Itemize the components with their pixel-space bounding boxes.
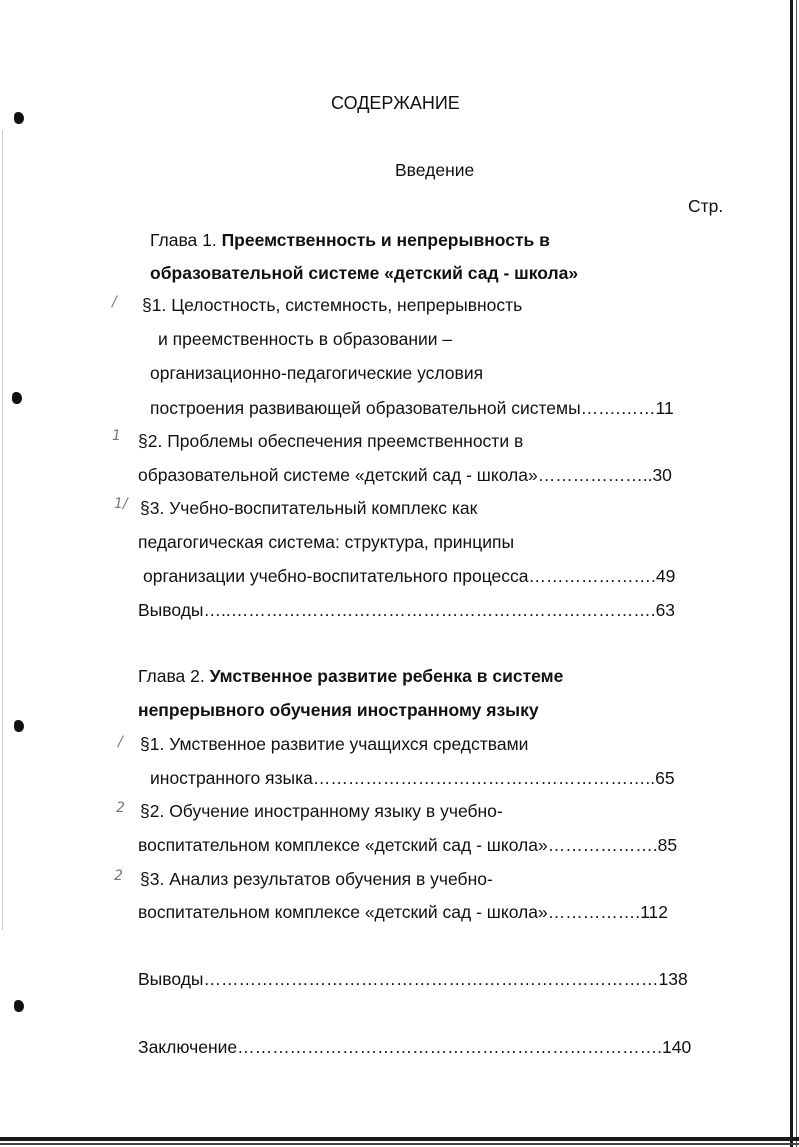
toc-entry-2-1-end: иностранного языка…………………………………………………..65 [150, 768, 675, 788]
toc-entry-2-1: §1. Умственное развитие учащихся средствами [140, 734, 529, 754]
toc-entry-1-1: §1. Целостность, системность, непрерывность [142, 295, 523, 315]
chapter-1-title-line-1: Преемственность и непрерывность в [221, 230, 550, 250]
toc-entry-1-3: §3. Учебно-воспитательный комплекс как [140, 498, 478, 518]
binding-hole [14, 720, 24, 732]
toc-entry-1-1-end: построения развивающей образовательной системы…….……11 [150, 398, 674, 418]
scan-border-left [2, 130, 3, 930]
binding-hole [14, 112, 24, 124]
chapter-1-title-line-2: образовательной системе «детский сад - школа» [150, 263, 579, 283]
scan-border-right-inner [796, 0, 797, 1147]
binding-hole [12, 392, 22, 404]
handwritten-mark: 2 [114, 868, 123, 884]
chapter-1-title [150, 229, 550, 251]
toc-chapter-2-conclusions: Выводы……………………………………………………………………138 [138, 969, 688, 989]
toc-title: СОДЕРЖАНИЕ [331, 93, 460, 113]
page-column-label: Стр. [688, 196, 724, 216]
toc-chapter-1-conclusions: Выводы…..……………………………………………………………….63 [138, 600, 676, 620]
toc-entry-1-1-cont: организационно-педагогические условия [150, 363, 484, 383]
chapter-2-title-line-1: Умственное развитие ребенка в системе [209, 666, 564, 686]
chapter-2-prefix: Глава 2. [138, 666, 210, 686]
toc-entry-2-2-end: воспитательном комплексе «детский сад - школа»……………….85 [138, 835, 678, 855]
handwritten-mark: / [112, 294, 117, 310]
handwritten-mark: 2 [116, 800, 125, 816]
scan-border-bottom-inner [0, 1143, 799, 1145]
toc-entry-2-2: §2. Обучение иностранному языку в учебно- [140, 801, 503, 821]
toc-entry-2-3-end: воспитательном комплексе «детский сад - школа»…………….112 [138, 902, 668, 922]
toc-entry-1-1-cont: и преемственность в образовании – [158, 329, 453, 349]
toc-entry-1-3-end: организации учебно-воспитательного процесса………………….49 [143, 566, 676, 586]
scan-border-bottom [0, 1137, 799, 1141]
chapter-1-prefix: Глава 1. [150, 230, 222, 250]
toc-entry-1-2-end: образовательной системе «детский сад - школа»………………..30 [138, 465, 672, 485]
handwritten-mark: 1 [112, 428, 121, 444]
scan-border-right [790, 0, 793, 1147]
toc-entry-1-3-cont: педагогическая система: структура, принципы [138, 532, 515, 552]
intro-heading: Введение [395, 160, 475, 180]
toc-entry-1-2: §2. Проблемы обеспечения преемственности в [138, 431, 524, 451]
handwritten-mark: 1/ [114, 496, 128, 512]
toc-conclusion: Заключение……………………………………………………………….140 [138, 1037, 692, 1057]
binding-hole [14, 1000, 24, 1012]
handwritten-mark: / [118, 734, 123, 750]
toc-entry-2-3: §3. Анализ результатов обучения в учебно- [140, 869, 493, 889]
chapter-2-title-line-2: непрерывного обучения иностранному языку [138, 700, 539, 720]
chapter-2-title [138, 665, 563, 687]
